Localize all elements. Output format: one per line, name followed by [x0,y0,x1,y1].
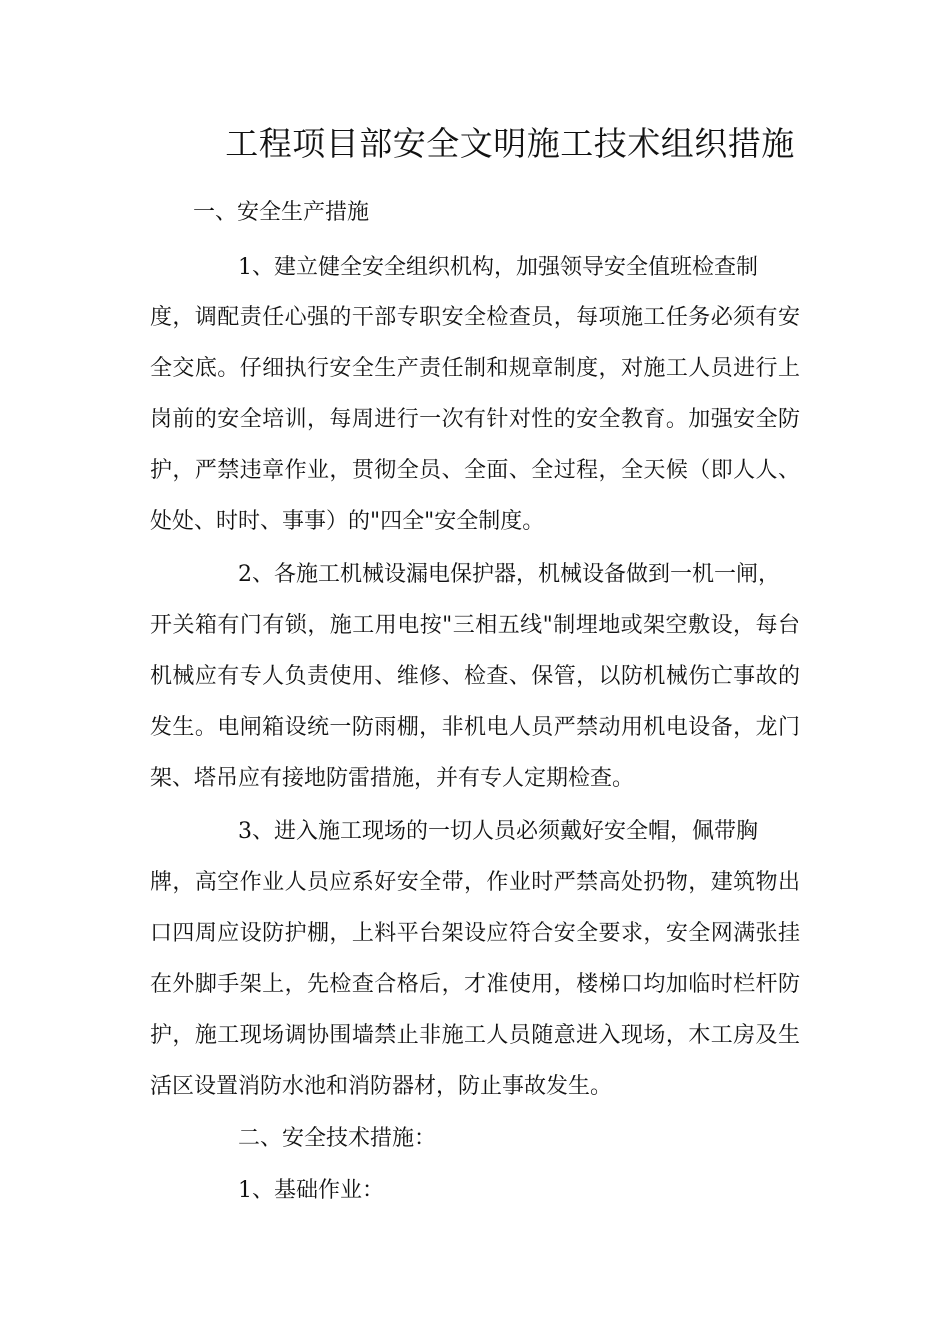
paragraph-2-line-5: 架、塔吊应有接地防雷措施，并有专人定期检查。 [150,766,635,791]
paragraph-1-line-5: 护，严禁违章作业，贯彻全员、全面、全过程，全天候（即人人、 [150,458,800,483]
paragraph-3-line-3: 口四周应设防护棚，上料平台架设应符合安全要求，安全网满张挂 [150,921,800,946]
document-title: 工程项目部安全文明施工技术组织措施 [225,124,795,163]
subsection-heading-1: 1、基础作业： [238,1178,384,1203]
section-heading-1: 一、安全生产措施 [193,200,370,225]
paragraph-3-line-6: 活区设置消防水池和消防器材，防止事故发生。 [150,1074,613,1099]
paragraph-2-line-1: 2、各施工机械设漏电保护器，机械设备做到一机一闸， [238,562,780,587]
section-heading-2: 二、安全技术措施： [238,1126,437,1151]
paragraph-3-line-2: 牌，高空作业人员应系好安全带，作业时严禁高处扔物，建筑物出 [150,870,800,895]
paragraph-1-line-1: 1、建立健全安全组织机构，加强领导安全值班检查制 [238,255,758,280]
paragraph-2-line-3: 机械应有专人负责使用、维修、检查、保管，以防机械伤亡事故的 [150,664,800,689]
paragraph-2-line-2: 开关箱有门有锁，施工用电按"三相五线"制埋地或架空敷设，每台 [150,613,800,638]
paragraph-2-line-4: 发生。电闸箱设统一防雨棚，非机电人员严禁动用机电设备，龙门 [150,715,800,740]
paragraph-3-line-4: 在外脚手架上，先检查合格后，才准使用，楼梯口均加临时栏杆防 [150,972,800,997]
paragraph-1-line-6: 处处、时时、事事）的"四全"安全制度。 [150,509,545,534]
paragraph-1-line-3: 全交底。仔细执行安全生产责任制和规章制度，对施工人员进行上 [150,356,800,381]
paragraph-3-line-5: 护，施工现场调协围墙禁止非施工人员随意进入现场，木工房及生 [150,1023,800,1048]
paragraph-3-line-1: 3、进入施工现场的一切人员必须戴好安全帽，佩带胸 [238,819,758,844]
paragraph-1-line-4: 岗前的安全培训，每周进行一次有针对性的安全教育。加强安全防 [150,407,800,432]
paragraph-1-line-2: 度，调配责任心强的干部专职安全检查员，每项施工任务必须有安 [150,305,800,330]
